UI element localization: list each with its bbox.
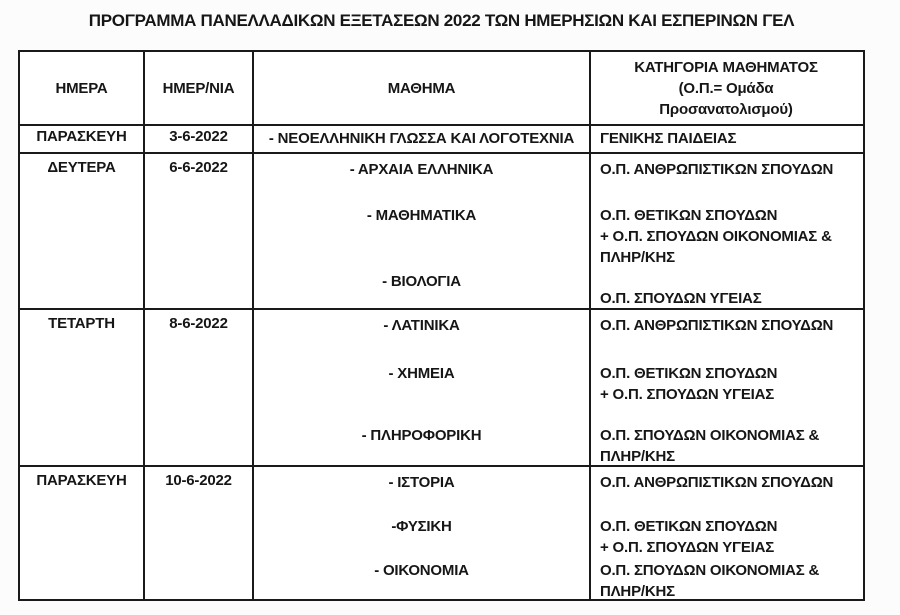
category-line: Ο.Π. ΣΠΟΥΔΩΝ ΟΙΚΟΝΟΜΙΑΣ & bbox=[600, 427, 820, 444]
subject-label: - ΠΛΗΡΟΦΟΡΙΚΗ bbox=[361, 427, 482, 444]
category-line: Ο.Π. ΘΕΤΙΚΩΝ ΣΠΟΥΔΩΝ bbox=[600, 365, 778, 382]
subject-label: - ΑΡΧΑΙΑ ΕΛΛΗΝΙΚΑ bbox=[349, 161, 494, 178]
subject-cell bbox=[252, 154, 589, 308]
header-subject-label: ΜΑΘΗΜΑ bbox=[387, 79, 456, 97]
header-date-label: ΗΜΕΡ/ΝΙΑ bbox=[162, 79, 235, 97]
category-line: + Ο.Π. ΣΠΟΥΔΩΝ ΥΓΕΙΑΣ bbox=[600, 386, 775, 403]
category-line: Ο.Π. ΣΠΟΥΔΩΝ ΟΙΚΟΝΟΜΙΑΣ & bbox=[600, 562, 820, 579]
date-cell: 3-6-2022 bbox=[143, 126, 252, 152]
table-row-wednesday-8-6 bbox=[20, 308, 863, 465]
category-line: Ο.Π. ΑΝΘΡΩΠΙΣΤΙΚΩΝ ΣΠΟΥΔΩΝ bbox=[600, 474, 834, 491]
day-cell: ΠΑΡΑΣΚΕΥΗ bbox=[36, 128, 127, 145]
day-cell: ΠΑΡΑΣΚΕΥΗ bbox=[36, 472, 127, 489]
category-line: + Ο.Π. ΣΠΟΥΔΩΝ ΟΙΚΟΝΟΜΙΑΣ & bbox=[600, 228, 832, 245]
table-row-friday-3-6 bbox=[20, 124, 863, 152]
subject-cell bbox=[252, 126, 589, 152]
header-date bbox=[143, 52, 252, 124]
category-line: Ο.Π. ΑΝΘΡΩΠΙΣΤΙΚΩΝ ΣΠΟΥΔΩΝ bbox=[600, 317, 834, 334]
category-cell bbox=[589, 310, 863, 465]
exam-schedule-table bbox=[18, 50, 865, 601]
category-line: Ο.Π. ΣΠΟΥΔΩΝ ΥΓΕΙΑΣ bbox=[600, 290, 762, 307]
header-day bbox=[20, 52, 143, 124]
subject-label: - ΙΣΤΟΡΙΑ bbox=[388, 474, 455, 491]
subject-label: - ΛΑΤΙΝΙΚΑ bbox=[383, 317, 460, 334]
subject-label: - ΜΑΘΗΜΑΤΙΚΑ bbox=[366, 207, 477, 224]
subject-label: - ΟΙΚΟΝΟΜΙΑ bbox=[374, 562, 469, 579]
category-entry bbox=[600, 315, 859, 363]
header-day-label: ΗΜΕΡΑ bbox=[55, 79, 108, 97]
category-line: + Ο.Π. ΣΠΟΥΔΩΝ ΥΓΕΙΑΣ bbox=[600, 539, 775, 556]
subject-entry bbox=[254, 516, 589, 560]
category-cell bbox=[589, 126, 863, 152]
date-cell: 10-6-2022 bbox=[143, 467, 252, 599]
table-header-row bbox=[20, 52, 863, 124]
subject-entry bbox=[254, 363, 589, 425]
table-row-monday-6-6 bbox=[20, 152, 863, 308]
category-line: Ο.Π. ΘΕΤΙΚΩΝ ΣΠΟΥΔΩΝ bbox=[600, 518, 778, 535]
subject-entry bbox=[254, 425, 589, 446]
subject-label: - ΒΙΟΛΟΓΙΑ bbox=[382, 273, 461, 290]
header-category-line3: Προσανατολισμού) bbox=[659, 100, 793, 118]
category-entry bbox=[600, 516, 859, 560]
header-category bbox=[589, 52, 863, 124]
category-line: ΠΛΗΡ/ΚΗΣ bbox=[600, 583, 675, 600]
header-category-line1: ΚΑΤΗΓΟΡΙΑ ΜΑΘΗΜΑΤΟΣ bbox=[634, 58, 818, 76]
subject-label: - ΧΗΜΕΙΑ bbox=[388, 365, 455, 382]
category-entry bbox=[600, 363, 859, 425]
subject-entry: - ΝΕΟΕΛΛΗΝΙΚΗ ΓΛΩΣΣΑ ΚΑΙ ΛΟΓΟΤΕΧΝΙΑ bbox=[268, 130, 575, 147]
category-entry bbox=[600, 472, 859, 516]
category-cell bbox=[589, 154, 863, 308]
subject-entry bbox=[254, 205, 589, 271]
day-cell: ΤΕΤΑΡΤΗ bbox=[48, 315, 115, 332]
category-entry bbox=[600, 560, 859, 602]
subject-cell bbox=[252, 467, 589, 599]
table-row-friday-10-6 bbox=[20, 465, 863, 599]
category-cell bbox=[589, 467, 863, 599]
subject-cell bbox=[252, 310, 589, 465]
category-line: ΠΛΗΡ/ΚΗΣ bbox=[600, 249, 675, 266]
category-entry bbox=[600, 159, 859, 205]
subject-entry bbox=[254, 315, 589, 363]
page-title: ΠΡΟΓΡΑΜΜΑ ΠΑΝΕΛΛΑΔΙΚΩΝ ΕΞΕΤΑΣΕΩΝ 2022 ΤΩΝ ΗΜΕΡΗΣΙΩΝ ΚΑΙ ΕΣΠΕΡΙΝΩΝ ΓΕΛ bbox=[88, 11, 795, 30]
date-cell: 6-6-2022 bbox=[143, 154, 252, 308]
subject-entry bbox=[254, 472, 589, 516]
category-line: Ο.Π. ΘΕΤΙΚΩΝ ΣΠΟΥΔΩΝ bbox=[600, 207, 778, 224]
category-line: Ο.Π. ΑΝΘΡΩΠΙΣΤΙΚΩΝ ΣΠΟΥΔΩΝ bbox=[600, 161, 834, 178]
category-line: ΠΛΗΡ/ΚΗΣ bbox=[600, 448, 675, 465]
category-entry bbox=[600, 425, 859, 467]
category-entry bbox=[600, 205, 859, 288]
subject-entry bbox=[254, 560, 589, 581]
date-cell: 8-6-2022 bbox=[143, 310, 252, 465]
subject-entry bbox=[254, 271, 589, 292]
category-line: ΓΕΝΙΚΗΣ ΠΑΙΔΕΙΑΣ bbox=[600, 130, 737, 147]
category-entry bbox=[600, 288, 859, 309]
day-cell: ΔΕΥΤΕΡΑ bbox=[47, 159, 116, 176]
header-subject bbox=[252, 52, 589, 124]
header-category-line2: (Ο.Π.= Ομάδα bbox=[678, 79, 774, 97]
subject-label: -ΦΥΣΙΚΗ bbox=[391, 518, 452, 535]
subject-entry bbox=[254, 159, 589, 205]
